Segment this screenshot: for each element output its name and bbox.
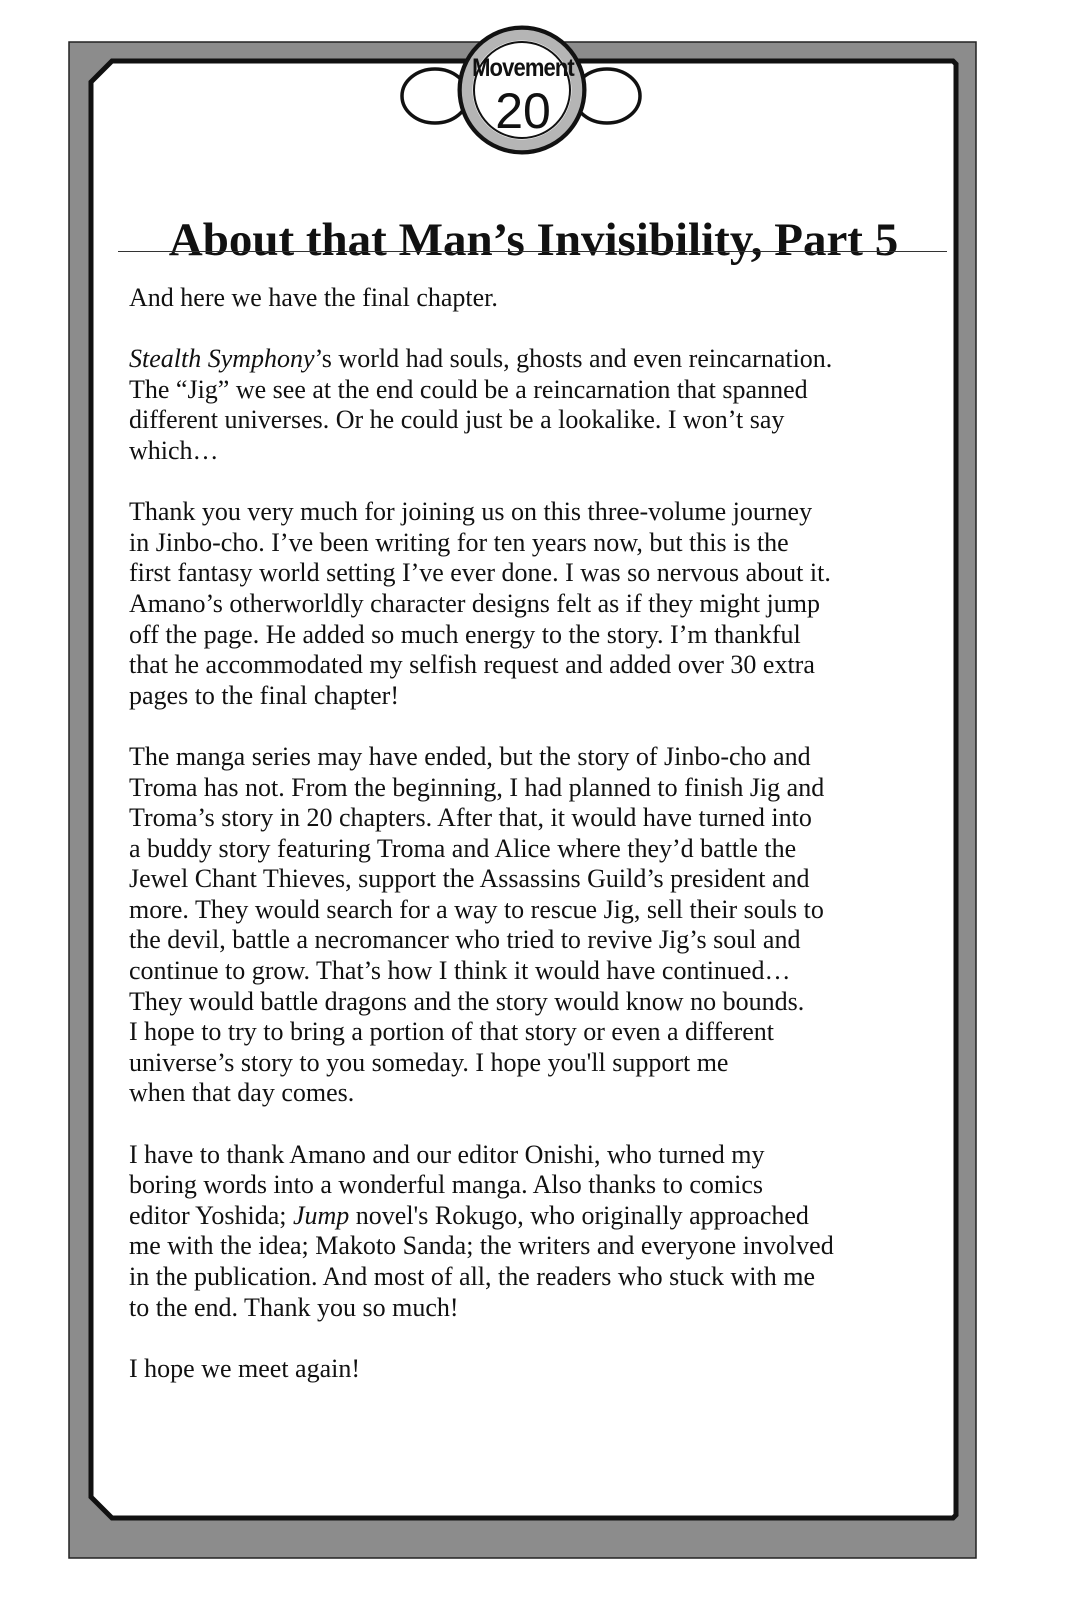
text-line: And here we have the final chapter. — [129, 283, 498, 312]
movement-number: 20 — [495, 83, 551, 139]
text-line: more. They would search for a way to rescue Jig, sell their souls to — [129, 894, 824, 924]
text-line: off the page. He added so much energy to the story. I’m thankful — [129, 619, 801, 649]
text-line: The “Jig” we see at the end could be a reincarnation that spanned — [129, 374, 808, 404]
text-line: I hope we meet again! — [129, 1353, 361, 1383]
text-line: to the end. Thank you so much! — [129, 1292, 459, 1322]
paragraph — [129, 497, 929, 711]
text-line: Amano’s otherworldly character designs felt as if they might jump — [129, 588, 820, 618]
text-line: continue to grow. That’s how I think it would have continued… — [129, 956, 791, 986]
text-line: The manga series may have ended, but the story of Jinbo-cho and — [129, 741, 811, 771]
text-line: a buddy story featuring Troma and Alice where they’d battle the — [129, 833, 797, 863]
text-line: pages to the final chapter! — [129, 680, 399, 710]
text-line: boring words into a wonderful manga. Also thanks to comics — [129, 1170, 764, 1200]
text-line: universe’s story to you someday. I hope you'll support me — [129, 1047, 729, 1077]
text-line: I have to thank Amano and our editor Onishi, who turned my — [129, 1139, 765, 1169]
text-line: I hope to try to bring a portion of that story or even a different — [129, 1017, 775, 1047]
italic-title: Jump — [292, 1200, 350, 1230]
text-line: which… — [129, 435, 219, 465]
chapter-title: About that Man’s Invisibility, Part 5 — [168, 214, 899, 267]
paragraph — [129, 1140, 929, 1324]
text-line: Troma’s story in 20 chapters. After that, it would have turned into — [129, 803, 812, 833]
text-line: editor Yoshida; Jump novel's Rokugo, who originally approached — [129, 1200, 809, 1230]
text-line: when that day comes. — [129, 1078, 355, 1108]
afterword-body — [129, 283, 929, 1384]
paragraph — [129, 1354, 929, 1385]
title-divider — [118, 251, 947, 252]
movement-label: Movement — [472, 54, 574, 82]
text-line: that he accommodated my selfish request and added over 30 extra — [129, 650, 815, 680]
paragraph — [129, 283, 929, 314]
italic-title: Stealth Symphony — [129, 344, 315, 374]
text-line: different universes. Or he could just be a lookalike. I won’t say — [129, 405, 785, 435]
text-line: the devil, battle a necromancer who tried to revive Jig’s soul and — [129, 925, 801, 955]
text-line: in the publication. And most of all, the readers who stuck with me — [129, 1262, 815, 1291]
paragraph — [129, 742, 929, 1109]
text-line: Stealth Symphony’s world had souls, ghosts and even reincarnation. — [129, 344, 833, 374]
text-line: Troma has not. From the beginning, I had planned to finish Jig and — [129, 772, 825, 802]
text-line: in Jinbo-cho. I’ve been writing for ten years now, but this is the — [129, 527, 789, 557]
text-line: Jewel Chant Thieves, support the Assassins Guild’s president and — [129, 864, 810, 894]
text-line: first fantasy world setting I’ve ever done. I was so nervous about it. — [129, 558, 831, 588]
text-line: Thank you very much for joining us on this three-volume journey — [129, 497, 813, 527]
text-line: They would battle dragons and the story would know no bounds. — [129, 986, 805, 1016]
text-line: me with the idea; Makoto Sanda; the writers and everyone involved — [129, 1231, 834, 1261]
paragraph — [129, 344, 929, 466]
